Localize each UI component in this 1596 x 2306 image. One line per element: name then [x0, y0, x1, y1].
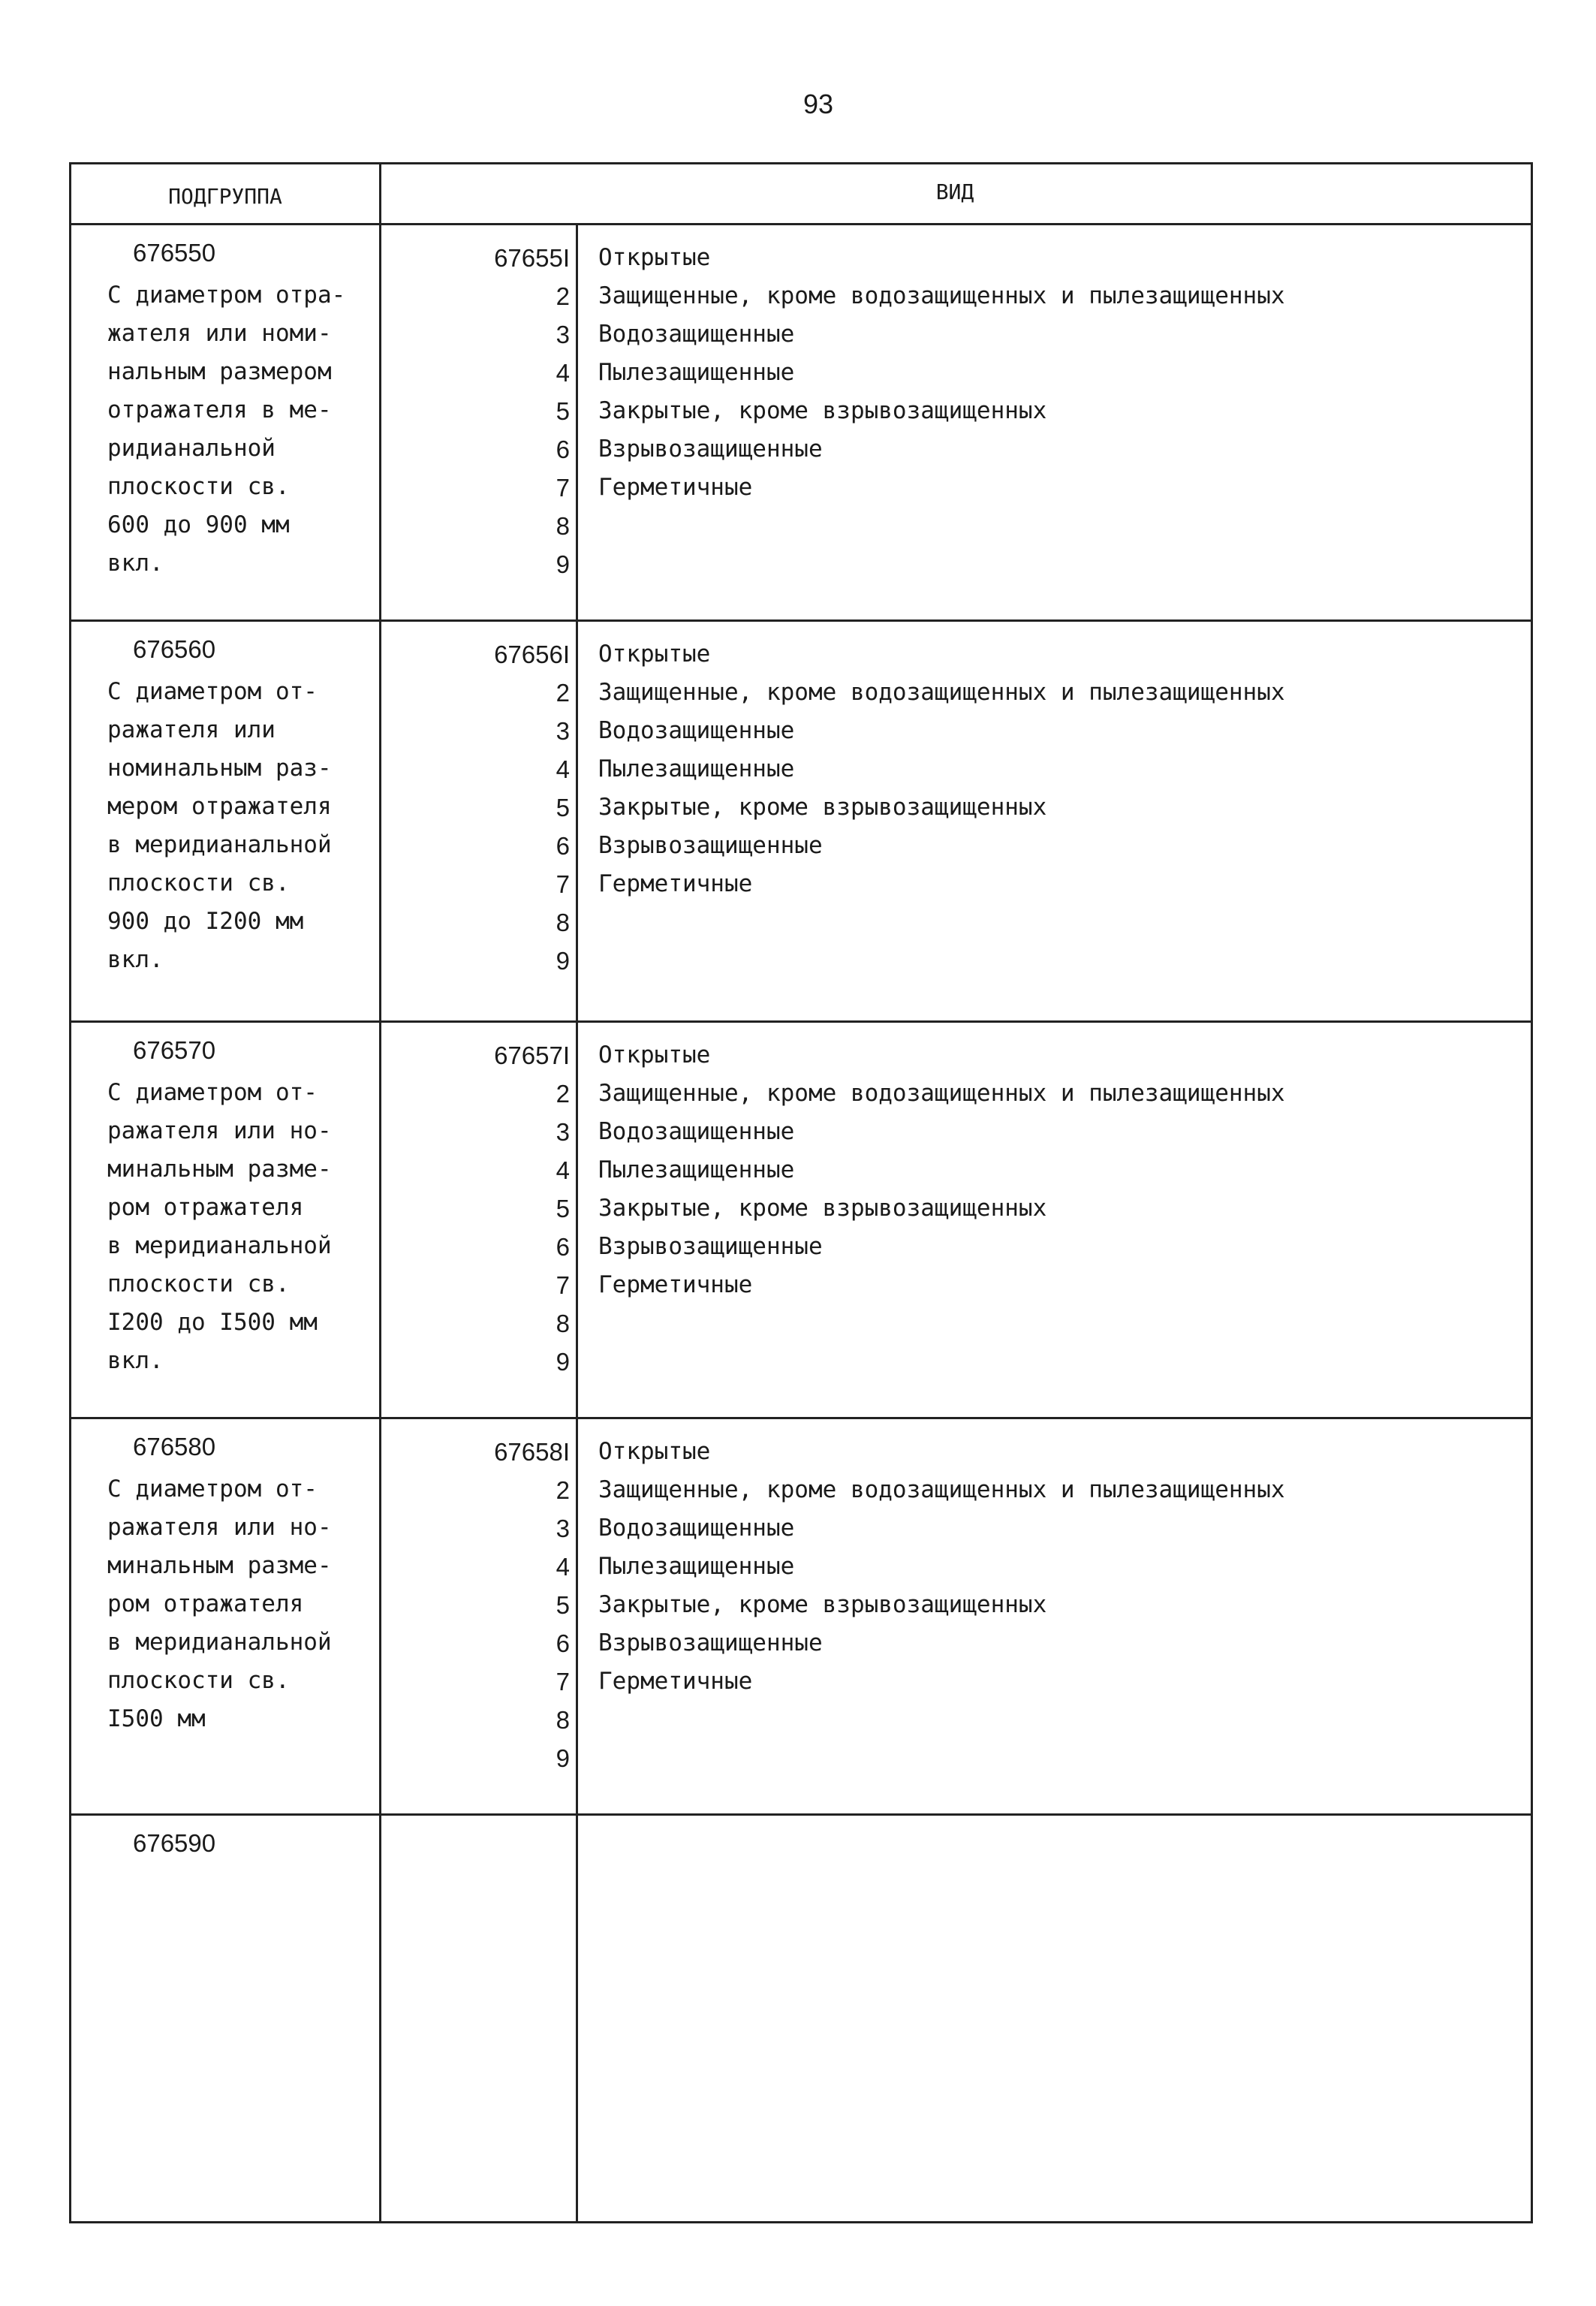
kind-name: Открытые — [598, 244, 711, 271]
kind-codes — [382, 1036, 570, 1381]
description-line: минальным разме- — [107, 1156, 332, 1183]
classification-table — [69, 162, 1533, 2223]
kind-code: 67658I — [494, 1438, 570, 1466]
description-line: ридианальной — [107, 435, 276, 462]
description-line: ром отражателя — [107, 1590, 304, 1617]
kind-code: 3 — [556, 717, 570, 745]
kind-code: 5 — [556, 1591, 570, 1619]
description-line: ражателя или — [107, 716, 276, 743]
kind-name: Пылезащищенные — [598, 1553, 795, 1580]
description-line: С диаметром от- — [107, 1079, 318, 1106]
subgroup-description — [107, 276, 393, 583]
page-number: 93 — [803, 89, 834, 119]
kind-name: Защищенные, кроме водозащищенных и пылезащищенных — [598, 679, 1285, 706]
description-line: в меридианальной — [107, 1232, 332, 1259]
group-row — [71, 1023, 1531, 1417]
kind-code: 2 — [556, 282, 570, 310]
group-row — [71, 1816, 1531, 2221]
description-line: в меридианальной — [107, 1629, 332, 1656]
kind-names — [598, 239, 1285, 507]
description-line: ражателя или но- — [107, 1514, 332, 1541]
description-line: жателя или номи- — [107, 320, 332, 347]
description-line: минальным разме- — [107, 1552, 332, 1579]
header-subgroup: ПОДГРУППА — [168, 184, 282, 209]
subgroup-code: 676550 — [133, 239, 216, 267]
kind-name: Защищенные, кроме водозащищенных и пылезащищенных — [598, 282, 1285, 309]
kind-name: Пылезащищенные — [598, 755, 795, 782]
kind-code: 67656I — [494, 641, 570, 668]
subgroup-code: 676590 — [133, 1829, 216, 1857]
kind-name: Водозащищенные — [598, 321, 795, 348]
kind-code: 3 — [556, 1118, 570, 1146]
kind-code: 2 — [556, 679, 570, 707]
description-line: в меридианальной — [107, 831, 332, 858]
kind-code: 6 — [556, 436, 570, 463]
description-line: ром отражателя — [107, 1194, 304, 1221]
group-row — [71, 225, 1531, 619]
kind-code: 9 — [556, 1744, 570, 1772]
kind-name: Взрывозащищенные — [598, 832, 823, 859]
kind-code: 67655I — [494, 244, 570, 272]
kind-name: Защищенные, кроме водозащищенных и пылезащищенных — [598, 1080, 1285, 1107]
subgroup-description — [107, 1470, 393, 1738]
kind-name: Водозащищенные — [598, 1118, 795, 1145]
kind-code: 5 — [556, 1195, 570, 1222]
subgroup-code: 676560 — [133, 635, 216, 663]
kind-code: 9 — [556, 947, 570, 975]
description-line: вкл. — [107, 1347, 164, 1374]
kind-code: 3 — [556, 321, 570, 348]
kind-name: Пылезащищенные — [598, 359, 795, 386]
kind-code: 6 — [556, 1233, 570, 1261]
kind-code: 6 — [556, 832, 570, 860]
kind-name: Защищенные, кроме водозащищенных и пылезащищенных — [598, 1476, 1285, 1503]
kind-code: 6 — [556, 1629, 570, 1657]
description-line: I200 до I500 мм — [107, 1309, 318, 1336]
kind-code: 67657I — [494, 1041, 570, 1069]
description-line: плоскости св. — [107, 870, 290, 897]
header-kind: ВИД — [935, 179, 974, 204]
kind-code: 5 — [556, 397, 570, 425]
kind-code: 7 — [556, 1668, 570, 1696]
kind-name: Закрытые, кроме взрывозащищенных — [598, 1195, 1047, 1222]
description-line: отражателя в ме- — [107, 396, 332, 424]
kind-code: 7 — [556, 1271, 570, 1299]
kind-name: Герметичные — [598, 474, 753, 501]
description-line: номинальным раз- — [107, 755, 332, 782]
subgroup-description — [107, 1074, 393, 1380]
description-line: плоскости св. — [107, 1667, 290, 1694]
kind-names — [598, 1036, 1285, 1304]
description-line: плоскости св. — [107, 1271, 290, 1298]
kind-code: 7 — [556, 870, 570, 898]
description-line: вкл. — [107, 946, 164, 973]
kind-name: Пылезащищенные — [598, 1156, 795, 1183]
kind-codes — [382, 1433, 570, 1777]
kind-name: Открытые — [598, 1438, 711, 1465]
kind-names — [598, 1433, 1285, 1701]
description-line: С диаметром отра- — [107, 282, 346, 309]
kind-name: Водозащищенные — [598, 1515, 795, 1542]
kind-name: Открытые — [598, 1041, 711, 1069]
description-line: вкл. — [107, 550, 164, 577]
description-line: 600 до 900 мм — [107, 511, 290, 538]
kind-codes — [382, 239, 570, 583]
description-line: 900 до I200 мм — [107, 908, 304, 935]
group-row — [71, 622, 1531, 1020]
kind-name: Закрытые, кроме взрывозащищенных — [598, 1591, 1047, 1618]
kind-name: Герметичные — [598, 1271, 753, 1298]
kind-code: 5 — [556, 794, 570, 821]
kind-name: Водозащищенные — [598, 717, 795, 744]
kind-name: Взрывозащищенные — [598, 436, 823, 463]
kind-code: 9 — [556, 1348, 570, 1376]
kind-name: Закрытые, кроме взрывозащищенных — [598, 794, 1047, 821]
kind-code: 8 — [556, 512, 570, 540]
kind-code: 3 — [556, 1515, 570, 1542]
subgroup-code: 676570 — [133, 1036, 216, 1064]
kind-code: 9 — [556, 550, 570, 578]
kind-name: Открытые — [598, 641, 711, 668]
description-line: I500 мм — [107, 1705, 206, 1732]
kind-code: 8 — [556, 1706, 570, 1734]
group-row — [71, 1419, 1531, 1813]
kind-name: Закрытые, кроме взрывозащищенных — [598, 397, 1047, 424]
description-line: ражателя или но- — [107, 1117, 332, 1144]
kind-code: 8 — [556, 1310, 570, 1337]
kind-name: Взрывозащищенные — [598, 1233, 823, 1260]
kind-code: 4 — [556, 359, 570, 387]
kind-code: 8 — [556, 909, 570, 936]
description-line: нальным размером — [107, 358, 332, 385]
description-line: мером отражателя — [107, 793, 332, 820]
kind-code: 4 — [556, 1553, 570, 1581]
description-line: С диаметром от- — [107, 1476, 318, 1503]
kind-name: Герметичные — [598, 1668, 753, 1695]
kind-code: 4 — [556, 1156, 570, 1184]
description-line: плоскости св. — [107, 473, 290, 500]
kind-names — [598, 635, 1285, 903]
subgroup-description — [107, 673, 393, 979]
kind-name: Герметичные — [598, 870, 753, 897]
kind-code: 2 — [556, 1080, 570, 1108]
kind-codes — [382, 635, 570, 980]
kind-code: 2 — [556, 1476, 570, 1504]
kind-code: 4 — [556, 755, 570, 783]
subgroup-code: 676580 — [133, 1433, 216, 1460]
kind-name: Взрывозащищенные — [598, 1629, 823, 1656]
kind-code: 7 — [556, 474, 570, 502]
description-line: С диаметром от- — [107, 678, 318, 705]
